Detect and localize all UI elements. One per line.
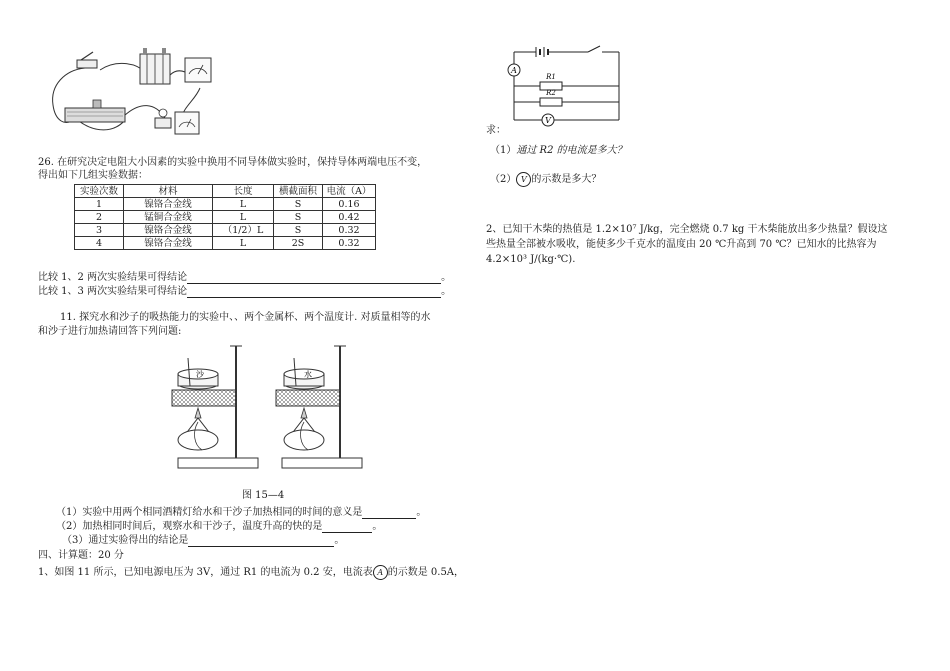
period: 。 (372, 521, 383, 532)
answer-blank[interactable] (188, 536, 334, 547)
calc-question-2-line2: 些热量全部被水吸收，能使多少千克水的温度由 20 ℃升高到 70 ℃？已知水的比热容为 (486, 239, 877, 250)
period: 。 (441, 272, 452, 283)
answer-blank[interactable] (187, 273, 441, 284)
header-current: 电流（A） (323, 185, 376, 198)
answer-blank[interactable] (187, 287, 441, 298)
cell: 0.16 (323, 198, 376, 211)
ask-heading: 求： (486, 125, 506, 136)
r1-label: R1 (546, 73, 556, 81)
compare-1-2 (38, 271, 451, 284)
cell: 锰铜合金线 (124, 211, 213, 224)
cell: L (213, 237, 274, 250)
apparatus-sketch (45, 40, 235, 140)
sub-question-2 (56, 520, 382, 533)
cell: 0.32 (323, 224, 376, 237)
sub3-text: （3）通过实验得出的结论是 (62, 535, 189, 546)
sand-cup-label: 沙 (196, 370, 204, 379)
cell: 1 (75, 198, 124, 211)
cell: 0.42 (323, 211, 376, 224)
r2-label: R2 (546, 89, 556, 97)
circuit-ammeter-label: A (511, 66, 517, 75)
calc-question-2-line1: 2、已知干木柴的热值是 1.2×10⁷ J/kg，完全燃烧 0.7 kg 干木柴能放出多少热量？假设这 (486, 224, 888, 235)
table-row (75, 198, 376, 211)
calc-question-2-line3: 4.2×10³ J/(kg·℃). (486, 254, 576, 265)
cell: L (213, 198, 274, 211)
sub1-text: （1）实验中用两个相同酒精灯给水和干沙子加热相同的时间的意义是 (56, 507, 363, 518)
figure-caption: 图 15—4 (242, 490, 285, 501)
ask1-prefix: （1） (490, 145, 517, 156)
cell: S (274, 211, 323, 224)
section-4-heading: 四、计算题：20 分 (38, 550, 124, 561)
header-trial: 实验次数 (75, 185, 124, 198)
cell: 镍铬合金线 (124, 224, 213, 237)
table-row (75, 224, 376, 237)
table-row (75, 237, 376, 250)
cell: S (274, 224, 323, 237)
cell: 2S (274, 237, 323, 250)
sub-question-3 (62, 534, 344, 547)
calc-q1-tail: 的示数是 0.5A， (387, 567, 465, 578)
voltmeter-symbol: V (516, 172, 531, 187)
table-row (75, 211, 376, 224)
circuit-voltmeter-label: V (545, 116, 551, 125)
q26-intro-line1: 26. 在研究决定电阻大小因素的实验中换用不同导体做实验时，保持导体两端电压不变， (38, 157, 428, 168)
cell: 3 (75, 224, 124, 237)
header-length: 长度 (213, 185, 274, 198)
ask2-text: 的示数是多大？ (531, 174, 602, 185)
q11-line1: 11. 探究水和沙子的吸热能力的实验中、、两个金属杯、两个温度计. 对质量相等的水 (60, 312, 431, 323)
ask1-text: 通过 R2 的电流是多大？ (516, 145, 627, 156)
header-area: 横截面积 (274, 185, 323, 198)
circuit-diagram (498, 44, 626, 130)
q11-line2: 和沙子进行加热请回答下列问题: (38, 326, 182, 337)
cell: 2 (75, 211, 124, 224)
header-material: 材料 (124, 185, 213, 198)
cell: （1/2）L (213, 224, 274, 237)
answer-blank[interactable] (362, 508, 416, 519)
cell: 镍铬合金线 (124, 237, 213, 250)
q26-intro-line2: 得出如下几组实验数据： (38, 170, 148, 181)
ask-2 (490, 172, 601, 187)
sub2-text: （2）加热相同时间后，观察水和干沙子，温度升高的快的是 (56, 521, 323, 532)
cell: S (274, 198, 323, 211)
answer-blank[interactable] (322, 522, 372, 533)
sub-question-1 (56, 506, 426, 519)
table-header-row (75, 185, 376, 198)
cell: 0.32 (323, 237, 376, 250)
ask-1 (490, 144, 627, 157)
ask2-prefix: （2） (490, 174, 517, 185)
heating-apparatus-figure (170, 340, 370, 472)
period: 。 (441, 286, 452, 297)
ammeter-symbol: A (373, 565, 388, 580)
compare-1-2-text: 比较 1、2 两次实验结果可得结论 (38, 272, 188, 283)
water-cup-label: 水 (304, 370, 312, 379)
experiment-data-table (74, 184, 376, 250)
period: 。 (416, 507, 427, 518)
compare-1-3 (38, 285, 451, 298)
cell: 4 (75, 237, 124, 250)
compare-1-3-text: 比较 1、3 两次实验结果可得结论 (38, 286, 188, 297)
calc-q1-text: 1、如图 11 所示，已知电源电压为 3V，通过 R1 的电流为 0.2 安，电流表 (38, 567, 373, 578)
period: 。 (334, 535, 345, 546)
cell: L (213, 211, 274, 224)
cell: 镍铬合金线 (124, 198, 213, 211)
calc-question-1 (38, 565, 464, 580)
